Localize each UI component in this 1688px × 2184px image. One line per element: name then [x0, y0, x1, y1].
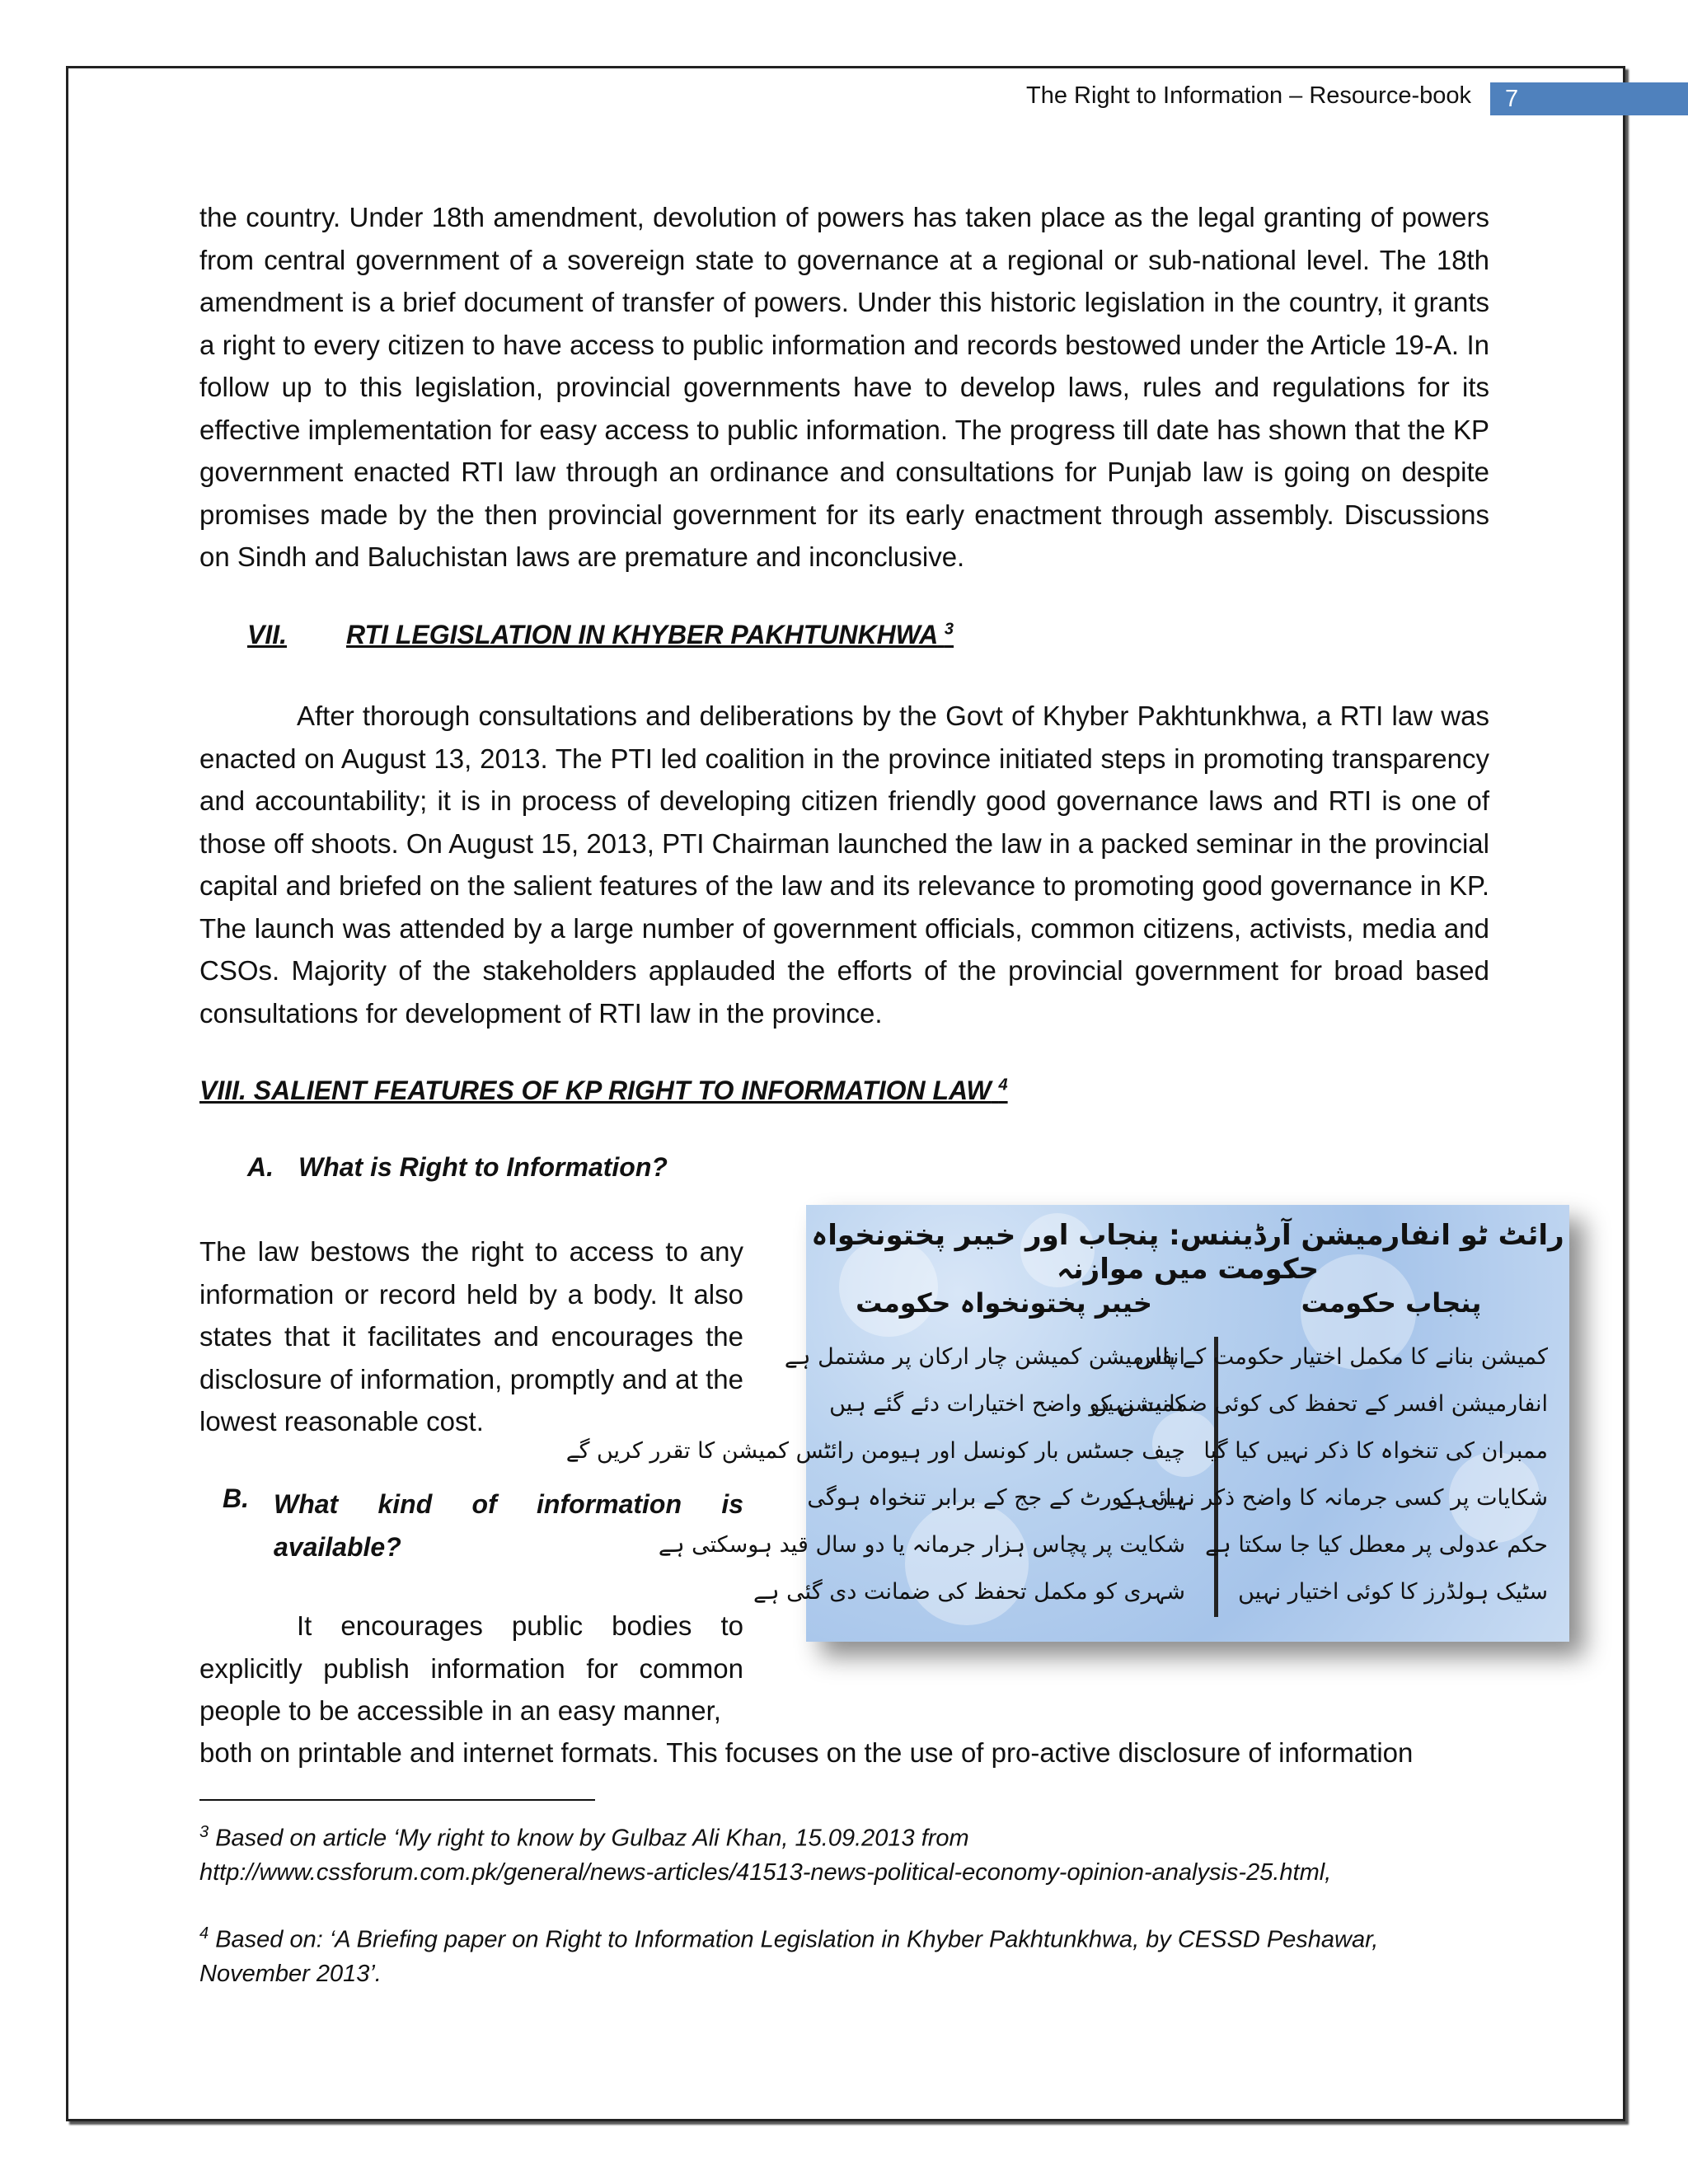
sub-b-continuation-text: both on printable and internet formats. This focuses on the use of pro-active disclosure of information: [199, 1737, 1414, 1768]
urdu-right-line: کمیشن بنانے کا مکمل اختیار حکومت کے پاس: [1135, 1344, 1548, 1370]
section-vii-text: After thorough consultations and deliberations by the Govt of Khyber Pakhtunkhwa, a RTI law was enacted on August 13, 2013. The PTI led coalition in the province initiated steps in promoting transparency and accountability; it is in process of developing citizen friendly good governance laws and RTI is one of those off shoots. On August 15, 2013, PTI Chairman launched the law in a packed seminar in the provincial capital and briefed on the salient features of the law and its relevance to promoting good governance in KP. The launch was attended by a large number of government officials, common citizens, activists, media and CSOs. Majority of the stakeholders applauded the efforts of the provincial government for broad based consultations for development of RTI law in the province.: [199, 701, 1489, 1029]
urdu-right-line: سٹیک ہولڈرز کا کوئی اختیار نہیں: [1238, 1579, 1548, 1605]
running-header-title: The Right to Information – Resource-book: [1026, 82, 1471, 109]
urdu-right-heading: پنجاب حکومت: [1301, 1287, 1482, 1319]
section-vii-title: RTI LEGISLATION IN KHYBER PAKHTUNKHWA: [346, 620, 938, 649]
footnote-4-mark: 4: [199, 1924, 209, 1943]
page-number: 7: [1490, 82, 1688, 115]
sub-b-paragraph: [199, 1605, 743, 1732]
urdu-right-column: [1090, 1287, 1548, 1615]
footnote-4-text: Based on: ‘A Briefing paper on Right to Information Legislation in Khyber Pakhtunkhwa, by CESSD Peshawar,: [215, 1926, 1379, 1953]
sub-a-text: The law bestows the right to access to any information or record held by a body. It also states that it facilitates and encourages the disclosure of information, promptly and at the lowest reasonable cost.: [199, 1236, 743, 1436]
urdu-left-line: ہائی کورٹ کے جج کے برابر تنخواہ ہوگی: [807, 1485, 1185, 1511]
urdu-left-column: [565, 1287, 1185, 1615]
sub-a-label: A.: [247, 1152, 274, 1182]
footnote-3: [199, 1816, 1518, 1890]
footnote-3-text: Based on article ‘My right to know by Gulbaz Ali Khan, 15.09.2013 from: [215, 1825, 969, 1852]
section-vii-footnote-ref: 3: [944, 620, 954, 639]
section-viii-footnote-ref: 4: [998, 1076, 1008, 1094]
intro-paragraph: [199, 196, 1489, 579]
section-vii-number: VII.: [247, 620, 288, 649]
footnote-3-line1: [199, 1816, 1518, 1856]
urdu-left-line: کمیشن کو واضح اختیارات دئے گئے ہیں: [829, 1391, 1185, 1417]
urdu-left-line: شہری کو مکمل تحفظ کی ضمانت دی گئی ہے: [753, 1579, 1185, 1605]
footnote-4-line1: [199, 1917, 1518, 1957]
urdu-left-heading: خیبر پختونخواہ حکومت: [856, 1287, 1152, 1319]
section-viii-title: VIII. SALIENT FEATURES OF KP RIGHT TO INFORMATION LAW: [199, 1076, 992, 1105]
urdu-comparison-title: رائٹ ٹو انفارمیشن آرڈیننس: پنجاب اور خیبر پختونخواہ حکومت میں موازنہ: [811, 1219, 1564, 1286]
urdu-comparison-image: [565, 1205, 1569, 1642]
sub-b-title: What kind of information is available?: [274, 1489, 743, 1562]
urdu-right-line: انفارمیشن افسر کے تحفظ کی کوئی ضمانت نہیں: [1090, 1391, 1548, 1417]
urdu-left-line: شکایت پر پچاس ہزار جرمانہ یا دو سال قید ہوسکتی ہے: [658, 1532, 1185, 1558]
section-viii-heading: [199, 1076, 1008, 1106]
urdu-right-line: ممبران کی تنخواہ کا ذکر نہیں کیا گیا: [1203, 1438, 1548, 1464]
section-vii-heading: [346, 620, 954, 650]
footnote-4-line2: November 2013’.: [199, 1960, 382, 1987]
footnote-3-mark: 3: [199, 1823, 209, 1841]
urdu-right-line: شکایات پر کسی جرمانہ کا واضح ذکر نہیں ہے: [1118, 1485, 1548, 1511]
urdu-left-line: انفارمیشن کمیشن چار ارکان پر مشتمل ہے: [784, 1344, 1185, 1370]
sub-b-label: B.: [223, 1483, 249, 1513]
intro-text: the country. Under 18th amendment, devolution of powers has taken place as the legal granting of powers from central government of a sovereign state to governance at a regional or sub-national level. The 18th amendment is a brief document of transfer of powers. Under this historic legislation in the country, it grants a right to every citizen to have access to public information and records bestowed under the Article 19-A. In follow up to this legislation, provincial governments have to develop laws, rules and regulations for its effective implementation for easy access to public information. The progress till date has shown that the KP government enacted RTI law through an ordinance and consultations for Punjab law is going on despite promises made by the then provincial government for its early enactment through assembly. Discussions on Sindh and Baluchistan laws are premature and inconclusive.: [199, 202, 1489, 572]
urdu-right-line: حکم عدولی پر معطل کیا جا سکتا ہے: [1205, 1532, 1548, 1558]
sub-a-paragraph: [199, 1230, 743, 1443]
urdu-left-line: چیف جسٹس بار کونسل اور ہیومن رائٹس کمیشن کا تقرر کریں گے: [565, 1438, 1185, 1464]
footnote-separator: [199, 1799, 595, 1801]
sub-a-title: What is Right to Information?: [298, 1152, 668, 1182]
sub-b-continuation: [199, 1732, 1489, 1774]
section-vii-paragraph: [199, 695, 1489, 1034]
footnote-4: [199, 1917, 1518, 1991]
sub-b-text: It encourages public bodies to explicitly publish information for common people to be accessible in an easy manner,: [199, 1610, 743, 1726]
footnote-3-url[interactable]: http://www.cssforum.com.pk/general/news-articles/41513-news-political-economy-opinion-analysis-25.html,: [199, 1858, 1332, 1886]
